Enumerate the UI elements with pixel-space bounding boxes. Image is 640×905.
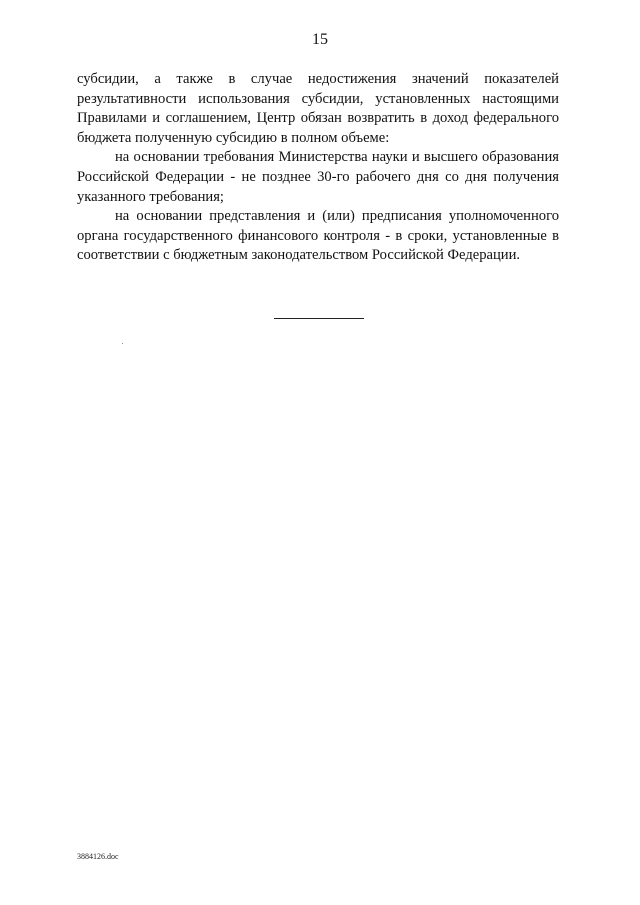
page-number: 15 — [312, 31, 328, 48]
paragraph-financial-control: на основании представления и (или) предписания уполномоченного органа государственного финансового контроля - в сроки, установленные в соответствии с бюджетным законодательством Российской Федерации. — [77, 208, 559, 264]
paragraph-ministry-requirement: на основании требования Министерства науки и высшего образования Российской Федерации - не позднее 30-го рабочего дня со дня получения указанного требования; — [77, 149, 559, 205]
paragraph-continuation: субсидии, а также в случае недостижения значений показателей результативности использования субсидии, установленных настоящими Правилами и соглашением, Центр обязан возвратить в доход федерального бюджета полученную субсидию в полном объеме: — [77, 71, 559, 146]
end-of-text-rule — [274, 318, 364, 319]
document-body — [77, 70, 559, 266]
scan-speck — [122, 343, 123, 344]
document-file-code: 3884126.doc — [77, 852, 119, 861]
